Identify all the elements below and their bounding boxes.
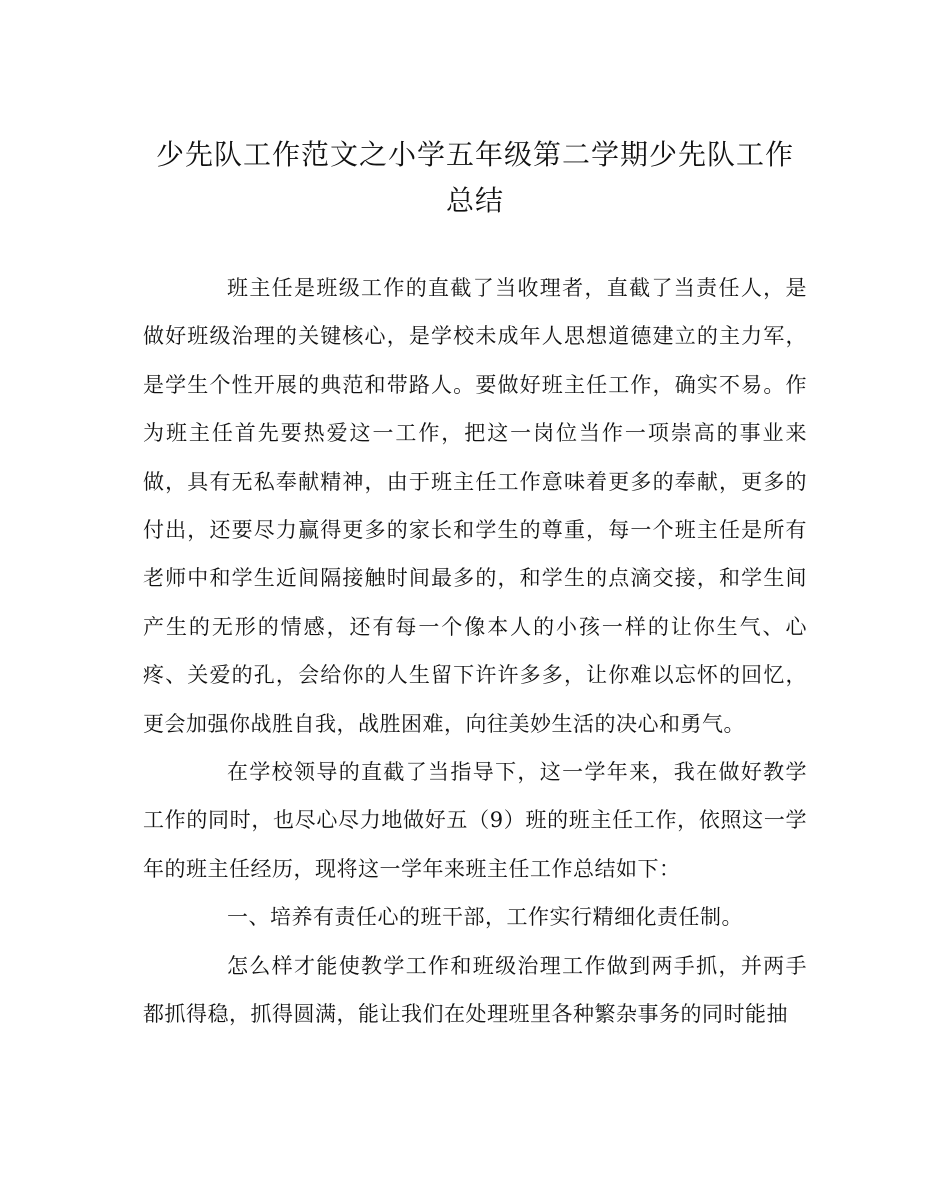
paragraph-intro: 班主任是班级工作的直截了当收理者，直截了当责任人，是做好班级治理的关键核心，是学校未成年人思想道德建立的主力军，是学生个性开展的典范和带路人。要做好班主任工作，确实不易。作为班主任首先要热爱这一工作，把这一岗位当作一项崇高的事业来做，具有无私奉献精神，由于班主任工作意味着更多的奉献，更多的付出，还要尽力赢得更多的家长和学生的尊重，每一个班主任是所有老师中和学生近间隔接触时间最多的，和学生的点滴交接，和学生间产生的无形的情感，还有每一个像本人的小孩一样的让你生气、心疼、关爱的孔，会给你的人生留下许许多多，让你难以忘怀的回忆，更会加强你战胜自我，战胜困难，向往美妙生活的决心和勇气。 <box>143 276 807 736</box>
document-body <box>143 264 807 1039</box>
section-heading-1: 一、培养有责任心的班干部，工作实行精细化责任制。 <box>227 905 743 930</box>
paragraph-overview: 在学校领导的直截了当指导下，这一学年来，我在做好教学工作的同时，也尽心尽力地做好五（9）班的班主任工作，依照这一学年的班主任经历，现将这一学年来班主任工作总结如下： <box>143 760 807 881</box>
paragraph-section-1: 怎么样才能使教学工作和班级治理工作做到两手抓，并两手都抓得稳，抓得圆满，能让我们在处理班里各种繁杂事务的同时能抽 <box>143 953 807 1027</box>
document-title: 少先队工作范文之小学五年级第二学期少先队工作总结 <box>155 138 794 217</box>
